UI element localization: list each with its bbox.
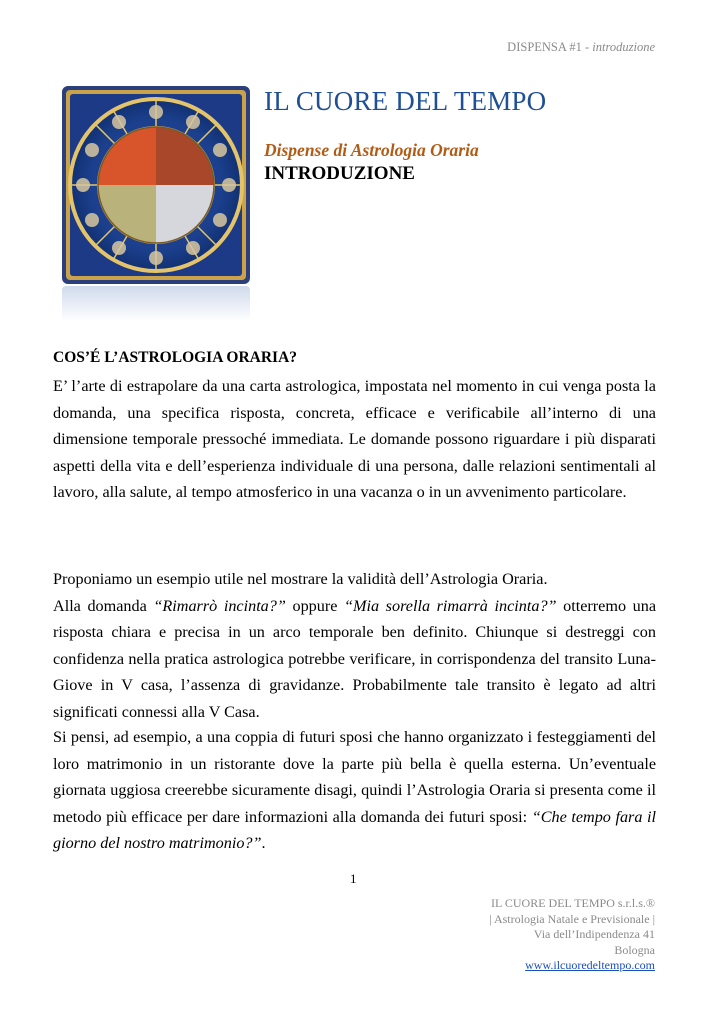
- page-title: IL CUORE DEL TEMPO: [264, 86, 547, 116]
- paragraph-1: E’ l’arte di estrapolare da una carta astrologica, impostata nel momento in cui venga posta la domanda, una specifica risposta, concreta, efficace e verificabile all’interno di una dimensione temporale pressoché immediata. Le domande possono riguardare i più disparati aspetti della vita e dell’esperienza individuale di una persona, dalle relazioni sentimentali al lavoro, alla salute, al tempo atmosferico in una vacanza o in un avvenimento particolare.: [53, 377, 656, 501]
- quote-mia-sorella: “Mia sorella rimarrà incinta?”: [344, 596, 557, 615]
- question-heading: COS’É L’ASTROLOGIA ORARIA?: [53, 349, 298, 366]
- footer-company: IL CUORE DEL TEMPO s.r.l.s.®: [490, 896, 655, 910]
- header-prefix: DISPENSA #1 -: [507, 40, 593, 54]
- paragraph-3-text: Si pensi, ad esempio, a una coppia di futuri sposi che hanno organizzato i festeggiamenti del loro matrimonio in un ristorante dove la parte più bella è quella esterna. Un’eventuale giornata uggiosa creerebbe sicuramente disagi, quindi l’Astrologia Oraria si presenta come il metodo più efficace per dare informazioni alla domanda dei futuri sposi:: [53, 728, 656, 826]
- paragraph-2-intro: Alla domanda: [53, 596, 154, 615]
- footer: [489, 896, 655, 974]
- document-header-note: [507, 40, 655, 55]
- section-title: INTRODUZIONE: [264, 163, 415, 184]
- paragraph-2: [53, 566, 656, 725]
- page-subtitle: Dispense di Astrologia Oraria: [264, 140, 479, 160]
- page-number: 1: [350, 871, 357, 886]
- zodiac-wheel-icon: [62, 86, 250, 284]
- emblem-reflection: [62, 286, 250, 322]
- paragraph-2-line-1: Proponiamo un esempio utile nel mostrare la validità dell’Astrologia Oraria.: [53, 570, 548, 588]
- footer-tagline: | Astrologia Natale e Previsionale |: [489, 911, 655, 926]
- paragraph-2-rest: otterremo una risposta chiara e precisa in un arco temporale ben definito. Chiunque si destreggi con confidenza nella pratica astrologica potrebbe verificare, in corrispondenza del transito Luna-Giove in V casa, l’assenza di gravidanze. Probabilmente tale transito è legato ad altri significati connessi alla V Casa.: [53, 596, 657, 721]
- quote-che-tempo: “Che tempo fara il giorno del nostro matrimonio?”: [53, 807, 656, 852]
- header-tag: introduzione: [592, 40, 655, 54]
- paragraph-3: [53, 724, 656, 857]
- footer-address: Via dell’Indipendenza 41: [533, 927, 655, 941]
- paragraph-3-end: .: [261, 834, 266, 852]
- footer-city: Bologna: [614, 942, 655, 957]
- paragraph-2-mid: oppure: [285, 596, 345, 615]
- footer-website-link[interactable]: www.ilcuoredeltempo.com: [525, 958, 655, 972]
- quote-rimarro-incinta: “Rimarrò incinta?”: [153, 596, 286, 615]
